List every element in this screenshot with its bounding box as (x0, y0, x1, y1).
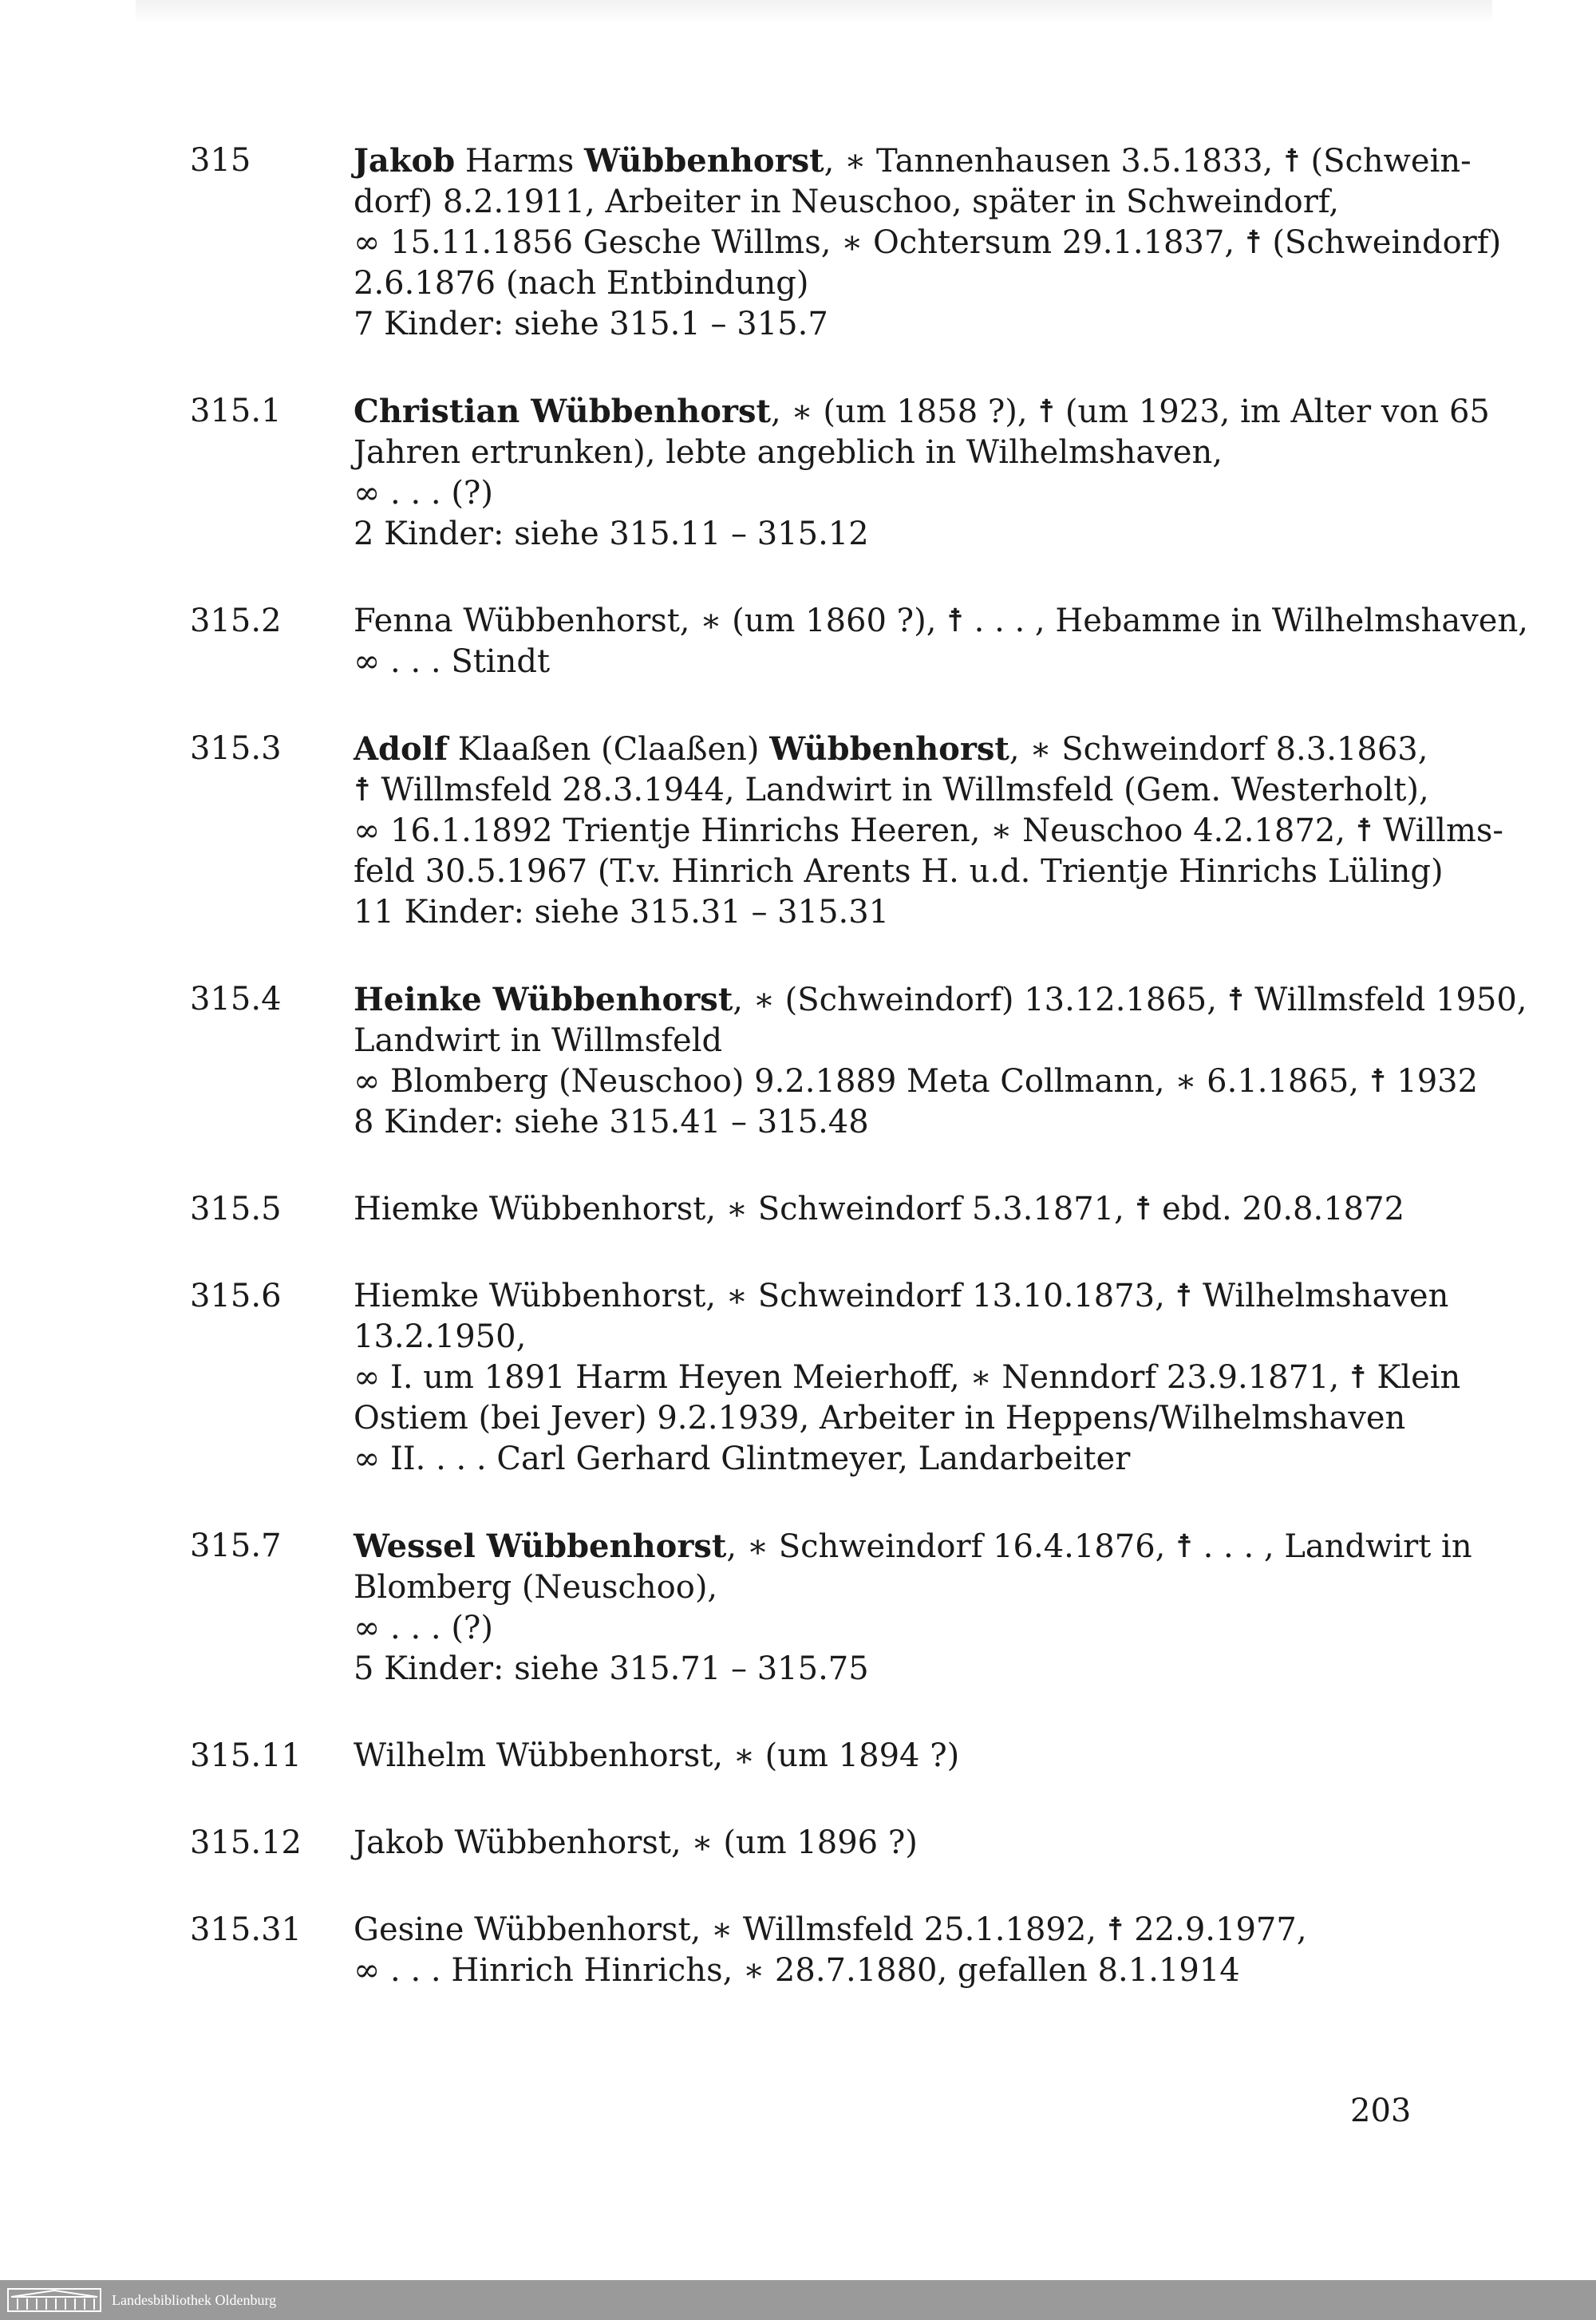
text-segment: Gesine Wübbenhorst, ∗ Willmsfeld 25.1.1892, ☨ 22.9.1977, (354, 1911, 1307, 1948)
text-segment: Landwirt in Willmsfeld (354, 1022, 723, 1059)
entry-text (354, 140, 1502, 345)
entry-line (354, 304, 1400, 345)
text-segment: 11 Kinder: siehe 315.31 – 315.31 (354, 894, 890, 931)
genealogy-entry (0, 1189, 1596, 1230)
entry-line (354, 1317, 1400, 1358)
footer-bar (0, 2280, 1596, 2320)
page-number: 203 (1350, 2093, 1412, 2129)
entry-line (354, 1823, 1400, 1864)
entry-line (354, 1910, 1400, 1950)
text-segment: Fenna Wübbenhorst, ∗ (um 1860 ?), ☨ . . . , Hebamme in Wilhelmshaven, (354, 603, 1528, 639)
entry-number: 315.12 (190, 1824, 302, 1861)
text-segment: ∞ 15.11.1856 Gesche Willms, ∗ Ochtersum 29.1.1837, ☨ (Schweindorf) (354, 224, 1502, 261)
text-segment: ☨ Willmsfeld 28.3.1944, Landwirt in Willmsfeld (Gem. Westerholt), (354, 772, 1429, 808)
entry-text (354, 1823, 1400, 1864)
name-bold: Wübbenhorst (769, 730, 1009, 768)
text-segment: dorf) 8.2.1911, Arbeiter in Neuschoo, später in Schweindorf, (354, 184, 1339, 220)
entry-text (354, 1276, 1461, 1480)
text-segment: 2.6.1876 (nach Entbindung) (354, 265, 809, 302)
entry-text (354, 391, 1490, 555)
genealogy-entry (0, 601, 1596, 682)
text-segment: ∞ . . . Stindt (354, 643, 551, 680)
entry-number: 315.11 (190, 1737, 302, 1774)
genealogy-entry (0, 1823, 1596, 1864)
name-bold: Adolf (354, 730, 448, 768)
text-segment: Ostiem (bei Jever) 9.2.1939, Arbeiter in Heppens/Wilhelmshaven (354, 1400, 1406, 1437)
text-segment: ∞ . . . (?) (354, 1610, 493, 1646)
text-segment: , ∗ Schweindorf 8.3.1863, (1009, 731, 1428, 768)
entry-line (354, 1649, 1400, 1690)
text-segment: ∞ II. . . . Carl Gerhard Glintmeyer, Landarbeiter (354, 1441, 1131, 1477)
entry-line (354, 1736, 1400, 1777)
genealogy-entry (0, 1736, 1596, 1777)
text-segment: feld 30.5.1967 (T.v. Hinrich Arents H. u.d. Trientje Hinrichs Lüling) (354, 853, 1444, 890)
text-segment: Hiemke Wübbenhorst, ∗ Schweindorf 13.10.1873, ☨ Wilhelmshaven (354, 1278, 1449, 1314)
entry-line (354, 223, 1502, 263)
entry-line (354, 1439, 1400, 1480)
text-segment: ∞ I. um 1891 Harm Heyen Meierhoff, ∗ Nenndorf 23.9.1871, ☨ Klein (354, 1359, 1461, 1396)
name-bold: Wessel Wübbenhorst (354, 1528, 727, 1565)
entry-line (354, 852, 1444, 892)
text-segment: Jahren ertrunken), lebte angeblich in Wilhelmshaven, (354, 434, 1223, 471)
entry-number: 315 (190, 142, 251, 179)
text-segment: ∞ . . . Hinrich Hinrichs, ∗ 28.7.1880, gefallen 8.1.1914 (354, 1952, 1240, 1989)
entry-line (354, 892, 1400, 933)
text-segment: Klaaßen (Claaßen) (448, 731, 770, 768)
entry-line (354, 1358, 1461, 1398)
entry-text (354, 1910, 1400, 1991)
entry-line (354, 979, 1527, 1021)
text-segment: Harms (455, 143, 584, 180)
entry-line (354, 1526, 1472, 1567)
genealogy-entry (0, 1526, 1596, 1690)
entry-line (354, 642, 1400, 682)
entry-line (354, 1950, 1400, 1991)
text-segment: ∞ . . . (?) (354, 475, 493, 512)
entry-line (354, 263, 1400, 304)
entry-number: 315.1 (190, 393, 282, 429)
text-segment: 13.2.1950, (354, 1318, 527, 1355)
text-segment: 7 Kinder: siehe 315.1 – 315.7 (354, 306, 828, 342)
text-segment: ∞ Blomberg (Neuschoo) 9.2.1889 Meta Collmann, ∗ 6.1.1865, ☨ 1932 (354, 1063, 1479, 1100)
text-segment: Hiemke Wübbenhorst, ∗ Schweindorf 5.3.1871, ☨ ebd. 20.8.1872 (354, 1191, 1405, 1227)
entry-text (354, 979, 1527, 1143)
text-segment: 2 Kinder: siehe 315.11 – 315.12 (354, 516, 869, 552)
text-segment: ∞ 16.1.1892 Trientje Hinrichs Heeren, ∗ Neuschoo 4.2.1872, ☨ Willms- (354, 812, 1503, 849)
text-segment: , ∗ (um 1858 ?), ☨ (um 1923, im Alter von 65 (771, 393, 1490, 430)
genealogy-entry (0, 729, 1596, 933)
entry-text (354, 729, 1503, 933)
text-segment: Blomberg (Neuschoo), (354, 1569, 718, 1606)
genealogy-entry (0, 979, 1596, 1143)
entry-line (354, 1061, 1479, 1102)
text-segment: , ∗ Tannenhausen 3.5.1833, ☨ (Schwein- (824, 143, 1472, 180)
entry-line (354, 1102, 1400, 1143)
entry-number: 315.5 (190, 1191, 282, 1227)
entry-text (354, 1189, 1405, 1230)
entry-line (354, 391, 1490, 433)
entry-line (354, 811, 1503, 852)
entry-text (354, 601, 1528, 682)
entry-number: 315.3 (190, 730, 282, 767)
entry-line (354, 182, 1400, 223)
entry-line (354, 514, 1400, 555)
name-bold: Christian Wübbenhorst (354, 393, 771, 430)
entry-line (354, 770, 1429, 811)
genealogy-entry (0, 1910, 1596, 1991)
library-name: Landesbibliothek Oldenburg (112, 2291, 277, 2308)
name-bold: Jakob (354, 142, 456, 180)
entry-line (354, 729, 1428, 770)
entry-number: 315.4 (190, 981, 282, 1018)
genealogy-entry (0, 140, 1596, 345)
text-segment: , ∗ (Schweindorf) 13.12.1865, ☨ Willmsfeld 1950, (733, 982, 1527, 1018)
entry-line (354, 1021, 1400, 1061)
name-bold: Heinke Wübbenhorst (354, 981, 733, 1018)
genealogy-entry (0, 1276, 1596, 1480)
text-segment: 8 Kinder: siehe 315.41 – 315.48 (354, 1104, 869, 1140)
entry-line (354, 140, 1472, 182)
entry-number: 315.7 (190, 1528, 282, 1564)
name-bold: Wübbenhorst (583, 142, 824, 180)
entry-line (354, 1189, 1405, 1230)
entry-line (354, 1276, 1449, 1317)
genealogy-entry (0, 391, 1596, 555)
entry-number: 315.31 (190, 1911, 302, 1948)
entry-line (354, 1567, 1400, 1608)
entry-line (354, 601, 1528, 642)
library-building-icon (6, 2286, 102, 2314)
entry-line (354, 1608, 1400, 1649)
entry-number: 315.2 (190, 603, 282, 639)
text-segment: 5 Kinder: siehe 315.71 – 315.75 (354, 1650, 869, 1687)
entry-line (354, 433, 1400, 473)
scan-edge (136, 0, 1492, 24)
entry-text (354, 1736, 1400, 1777)
text-segment: Jakob Wübbenhorst, ∗ (um 1896 ?) (354, 1824, 918, 1861)
entry-number: 315.6 (190, 1278, 282, 1314)
genealogy-entries (0, 140, 1596, 2037)
text-segment: , ∗ Schweindorf 16.4.1876, ☨ . . . , Landwirt in (726, 1528, 1472, 1565)
entry-line (354, 1398, 1406, 1439)
entry-text (354, 1526, 1472, 1690)
entry-line (354, 473, 1400, 514)
text-segment: Wilhelm Wübbenhorst, ∗ (um 1894 ?) (354, 1737, 960, 1774)
